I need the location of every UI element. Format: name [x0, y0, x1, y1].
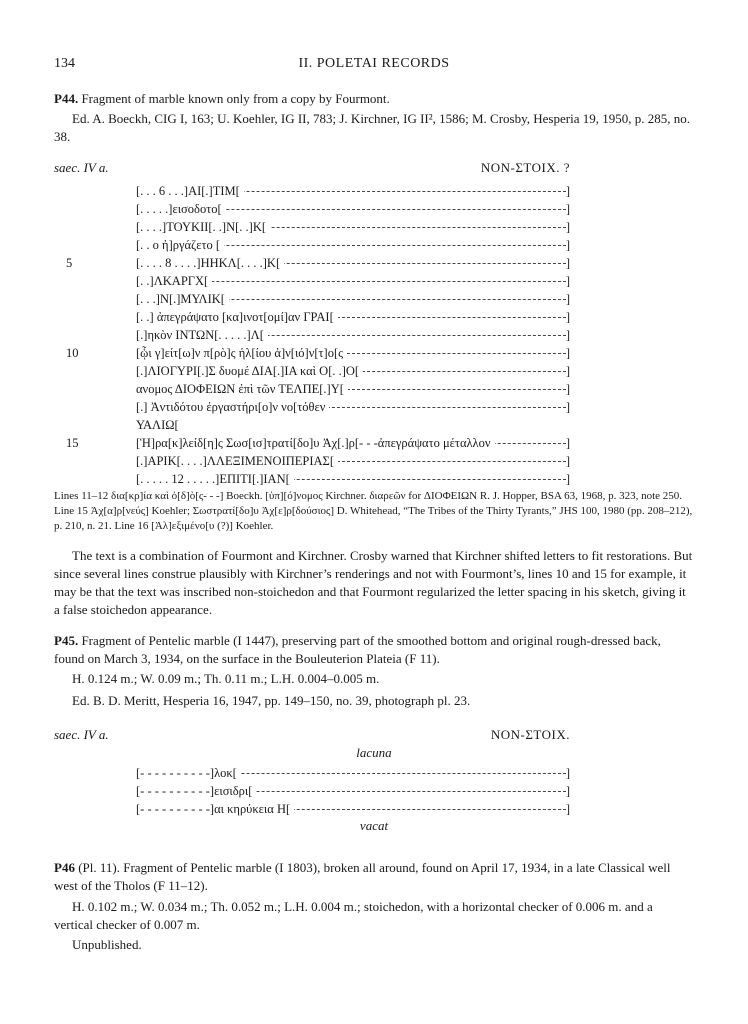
inscription-line: [92, 308, 570, 326]
p46-dimensions: H. 0.102 m.; W. 0.034 m.; Th. 0.052 m.; L.H. 0.004 m.; stoichedon, with a horizontal checker of 0.006 m. and a vertical checker of 0.007 m.: [54, 899, 653, 932]
p44-label: P44.: [54, 91, 79, 106]
closing-bracket: ]: [565, 472, 570, 486]
p46-heading-paragraph: [54, 859, 694, 895]
inscription-line: [92, 182, 570, 200]
line-text: [.]ηκὸν ΙΝΤΩΝ[. . . . .]Λ[: [136, 326, 268, 344]
closing-bracket: ]: [565, 274, 570, 288]
line-text: [ᾧι γ]είτ[ω]ν π[ρὸ]ς ἡλ[ίου ἀ]ν[ιό]ν[τ]ο[ς: [136, 344, 347, 362]
line-text: [. . . . .]εισοδοτο[: [136, 200, 226, 218]
closing-bracket: ]: [565, 202, 570, 216]
closing-bracket: ]: [565, 400, 570, 414]
closing-bracket: ]: [565, 310, 570, 324]
line-text: [.]ΑΡΙΚ[. . . .]ΛΛΕΞΙΜΕΝΟΙΠΕΡΙΑΣ[: [136, 452, 338, 470]
p45-style: NON-ΣΤΟΙΧ.: [490, 727, 570, 742]
p45-label: P45.: [54, 633, 79, 648]
closing-bracket: ]: [565, 454, 570, 468]
line-text: [.] Ἀντιδότου ἐργαστήρι[ο]ν νο[τόθεν: [136, 398, 329, 416]
inscription-line: [92, 416, 570, 434]
inscription-line: [92, 452, 570, 470]
p46-status: Unpublished.: [72, 937, 142, 952]
line-number: 5: [66, 256, 73, 270]
line-text: [.]ΛΙΟΓΥΡΙ[.]Σ δυομέ ΔΙΑ[.]ΙΑ καὶ Ο[. .]Ο[: [136, 362, 363, 380]
inscription-line: [66, 344, 570, 362]
inscription-line: [92, 362, 570, 380]
line-text: ανομος ΔΙΟΦΕΙΩΝ ἐπὶ τῶν ΤΕΛΠΕ[.]Υ[: [136, 380, 348, 398]
line-text: [. . . 6 . . .]ΑΙ[.]ΤΙΜ[: [136, 182, 244, 200]
closing-bracket: ]: [565, 436, 570, 450]
inscription-line: [66, 434, 570, 452]
inscription-line: [92, 398, 570, 416]
closing-bracket: ]: [565, 346, 570, 360]
inscription-line: [92, 800, 570, 818]
inscription-line: [92, 326, 570, 344]
p44-editions: Ed. A. Boeckh, CIG I, 163; U. Koehler, IG II, 783; J. Kirchner, IG II², 1586; M. Crosby, Hesperia 19, 1950, p. 285, no. 38.: [54, 111, 690, 144]
line-text: [. . ο ἠ]ργάζετο [: [136, 236, 224, 254]
p44-heading-paragraph: [54, 90, 694, 108]
p45-editions: Ed. B. D. Meritt, Hesperia 16, 1947, pp. 149–150, no. 39, photograph pl. 23.: [72, 693, 471, 708]
p46-label: P46: [54, 860, 75, 875]
p45-inscription: [92, 764, 570, 818]
line-text: [- - - - - - - - - -]αι κηρύκεια Η[: [136, 800, 294, 818]
line-text: ΥΑΛΙΩ[: [136, 416, 183, 434]
p45-dimensions: H. 0.124 m.; W. 0.09 m.; Th. 0.11 m.; L.H. 0.004–0.005 m.: [72, 671, 380, 686]
closing-bracket: ]: [565, 766, 570, 780]
running-title: II. POLETAI RECORDS: [298, 56, 450, 71]
closing-bracket: ]: [565, 220, 570, 234]
p44-date-style: [54, 160, 694, 178]
inscription-line: [92, 236, 570, 254]
inscription-line: [66, 254, 570, 272]
inscription-line: [92, 380, 570, 398]
line-text: [Ἡ]ρα[κ]λείδ[η]ς Σωσ[ισ]τρατί[δο]υ Ἀχ[.]ρ[- - -ἀπεγράψατο μέταλλον: [136, 434, 495, 452]
inscription-line: [92, 470, 570, 488]
p46-description: (Pl. 11). Fragment of Pentelic marble (I 1803), broken all around, found on April 17, 1934, in a late Classical well west of the Tholos (F 11–12).: [54, 860, 671, 893]
inscription-line: [92, 272, 570, 290]
line-text: [- - - - - - - - - -]εισιδρι[: [136, 782, 256, 800]
closing-bracket: ]: [565, 382, 570, 396]
closing-bracket: ]: [565, 328, 570, 342]
p44-apparatus: Lines 11–12 δια[κρ]ία καὶ ὁ[δ]ὸ[ς- - -] Boeckh. [ὑπ][ό]νομος Kirchner. διαρεῶν for ΔΙΟΦΕΙΩΝ R. J. Hopper, BSA 63, 1968, p. 323, note 250. Line 15 Ἀχ[α]ρ[νεύς] Koehler; Σωστρατί[δο]υ Ἀχ[ε]ρ[δούσιος] D. Whitehead, “The Tribes of the Thirty Tyrants,” JHS 100, 1980 (pp. 208–212), p. 210, n. 21. Line 16 [Ἀλ]εξιμένο[υ (?)] Koehler.: [54, 490, 693, 532]
p44-description: Fragment of marble known only from a copy by Fourmont.: [81, 91, 390, 106]
line-text: [. . . .]ΤΟΥΚΙΙ[. .]Ν[. .]Κ[: [136, 218, 270, 236]
line-number: 10: [66, 346, 79, 360]
line-text: [. . .]Ν[.]ΜΥΛΙΚ[: [136, 290, 229, 308]
inscription-line: [92, 218, 570, 236]
p44-date: saec. IV a.: [54, 160, 109, 175]
inscription-line: [92, 764, 570, 782]
line-text: [- - - - - - - - - -]λοκ[: [136, 764, 241, 782]
p45-heading-paragraph: [54, 632, 694, 668]
closing-bracket: ]: [565, 364, 570, 378]
p45-date-style: [54, 727, 694, 745]
closing-bracket: ]: [565, 256, 570, 270]
line-text: [. .] ἀπεγράψατο [κα]ινοτ[ομί]αν ΓΡΑΙ[: [136, 308, 338, 326]
closing-bracket: ]: [565, 184, 570, 198]
closing-bracket: ]: [565, 784, 570, 798]
p45-description: Fragment of Pentelic marble (I 1447), preserving part of the smoothed bottom and original rough-dressed back, found on March 3, 1934, on the surface in the Bouleuterion Plateia (F 11).: [54, 633, 661, 666]
line-text: [. . . . . 12 . . . . .]ΕΠΙΤΙ[.]ΙΑΝ[: [136, 470, 294, 488]
closing-bracket: ]: [565, 238, 570, 252]
inscription-line: [92, 290, 570, 308]
p45-vacat: vacat: [359, 818, 389, 833]
page-number: 134: [54, 56, 75, 71]
p45-lacuna: lacuna: [356, 745, 392, 760]
p44-inscription: [66, 182, 570, 488]
closing-bracket: ]: [565, 802, 570, 816]
line-text: [. .]ΛΚΑΡΓΧ[: [136, 272, 212, 290]
p44-commentary: The text is a combination of Fourmont and Kirchner. Crosby warned that Kirchner shifted letters to fit restorations. But since several lines construe plausibly with Kirchner’s renderings and not with Fourmont’s, lines 10 and 15 for example, it may be that the text was inscribed non-stoichedon and that Fourmont regularized the letter spacing in his sketch, giving it a false stoichedon appearance.: [54, 548, 693, 617]
p44-style: NON-ΣΤΟΙΧ. ?: [480, 160, 570, 175]
closing-bracket: ]: [565, 292, 570, 306]
running-header: [54, 56, 694, 74]
line-number: 15: [66, 436, 79, 450]
inscription-line: [92, 200, 570, 218]
inscription-line: [92, 782, 570, 800]
line-text: [. . . . 8 . . . .]ΗΗΚΛ[. . . .]Κ[: [136, 254, 284, 272]
p45-date: saec. IV a.: [54, 727, 109, 742]
